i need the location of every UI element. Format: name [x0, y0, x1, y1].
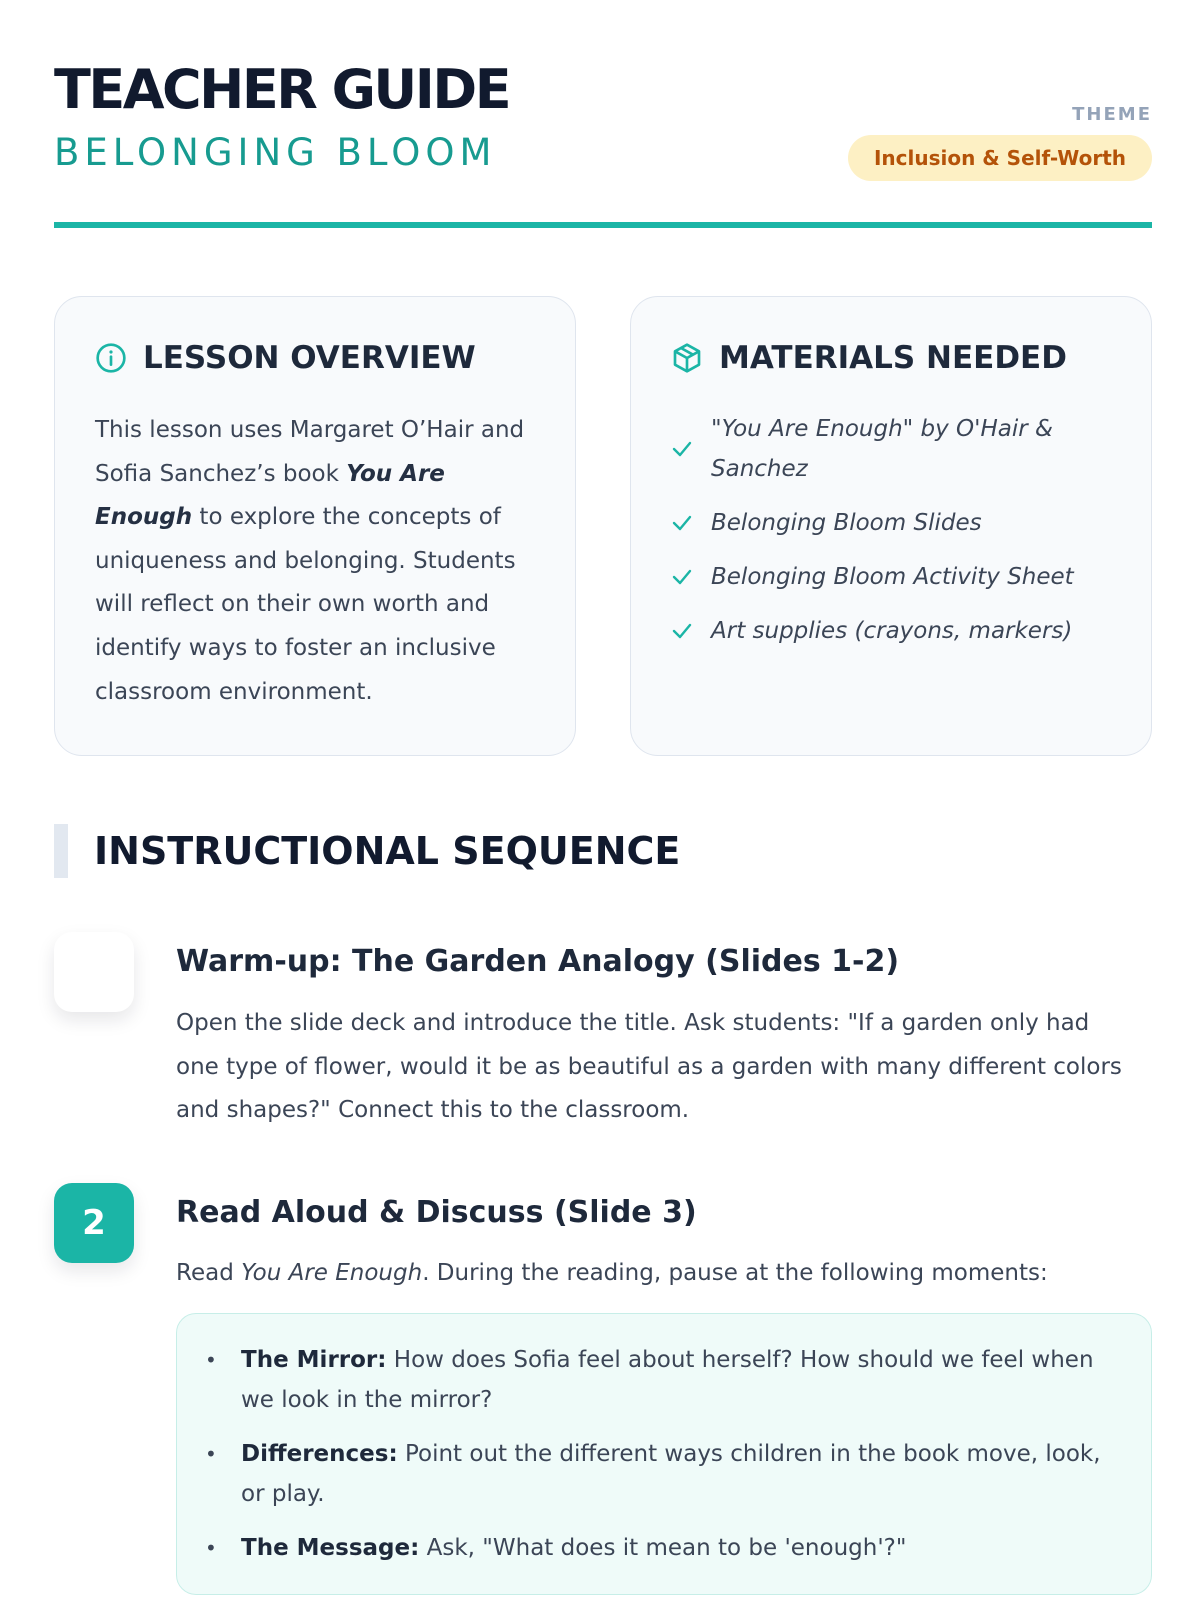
book-title: You Are Enough — [95, 460, 445, 531]
step-number-badge: 2 — [54, 1183, 134, 1263]
bullet-icon: • — [205, 1442, 217, 1466]
moment-label: The Message: — [241, 1535, 420, 1561]
step-description — [176, 1252, 1136, 1296]
step-text-start: Read — [176, 1260, 242, 1286]
lesson-overview-card — [54, 296, 576, 756]
list-item — [205, 1528, 1125, 1568]
moment-text: Point out the different ways children in the book move, look, or play. — [241, 1441, 1101, 1507]
lesson-overview-title: LESSON OVERVIEW — [143, 340, 476, 376]
overview-text-end: to explore the concepts of uniqueness and belonging. Students will reflect on their own worth and identify ways to foster an inclusive classroom environment. — [95, 504, 516, 705]
list-item — [205, 1340, 1125, 1420]
material-label: "You Are Enough" by O'Hair & Sanchez — [711, 416, 1053, 482]
list-item — [205, 1434, 1125, 1514]
step-title: Read Aloud & Discuss (Slide 3) — [176, 1195, 697, 1230]
theme-badge: Inclusion & Self-Worth — [848, 135, 1152, 181]
bullet-icon: • — [205, 1348, 217, 1372]
step-text-end: . During the reading, pause at the following moments: — [422, 1260, 1048, 1286]
check-icon — [671, 567, 693, 587]
section-title: INSTRUCTIONAL SEQUENCE — [94, 829, 681, 873]
material-label: Art supplies (crayons, markers) — [711, 618, 1073, 644]
page-subtitle: BELONGING BLOOM — [54, 131, 497, 174]
moment-text: Ask, "What does it mean to be 'enough'?" — [419, 1535, 907, 1561]
material-label: Belonging Bloom Slides — [711, 510, 982, 536]
lesson-overview-text — [95, 409, 545, 714]
bullet-icon: • — [205, 1536, 217, 1560]
moment-label: The Mirror: — [241, 1347, 387, 1373]
materials-card — [630, 296, 1152, 756]
guide-header — [54, 56, 1152, 226]
moment-label: Differences: — [241, 1441, 398, 1467]
page-title: TEACHER GUIDE — [54, 58, 510, 121]
materials-header — [671, 337, 1067, 379]
section-accent-bar — [54, 824, 68, 878]
book-title: You Are Enough — [241, 1260, 423, 1286]
list-item — [671, 503, 1131, 543]
list-item — [671, 557, 1131, 597]
materials-title: MATERIALS NEEDED — [719, 340, 1067, 376]
list-item — [671, 409, 1131, 489]
materials-list — [671, 409, 1131, 665]
list-item — [671, 611, 1131, 651]
discussion-moments-list — [205, 1340, 1125, 1582]
info-circle-icon — [95, 342, 127, 374]
lesson-overview-header — [95, 337, 476, 379]
step-number-badge — [54, 932, 134, 1012]
check-icon — [671, 513, 693, 533]
teacher-guide-page — [54, 0, 1152, 1600]
overview-text-start: This lesson uses Margaret O’Hair and Sofia Sanchez’s book — [95, 417, 525, 487]
check-icon — [671, 621, 693, 641]
moment-text: How does Sofia feel about herself? How should we feel when we look in the mirror? — [241, 1347, 1094, 1413]
header-divider — [54, 222, 1152, 228]
step-description: Open the slide deck and introduce the title. Ask students: "If a garden only had one type of flower, would it be as beautiful as a garden with many different colors and shapes?" Connect this to the classroom. — [176, 1010, 1122, 1124]
step-title: Warm-up: The Garden Analogy (Slides 1-2) — [176, 944, 900, 979]
material-label: Belonging Bloom Activity Sheet — [711, 564, 1074, 590]
discussion-moments-box — [176, 1313, 1152, 1595]
box-icon — [671, 342, 703, 374]
check-icon — [671, 439, 693, 459]
theme-label: THEME — [1072, 104, 1152, 125]
